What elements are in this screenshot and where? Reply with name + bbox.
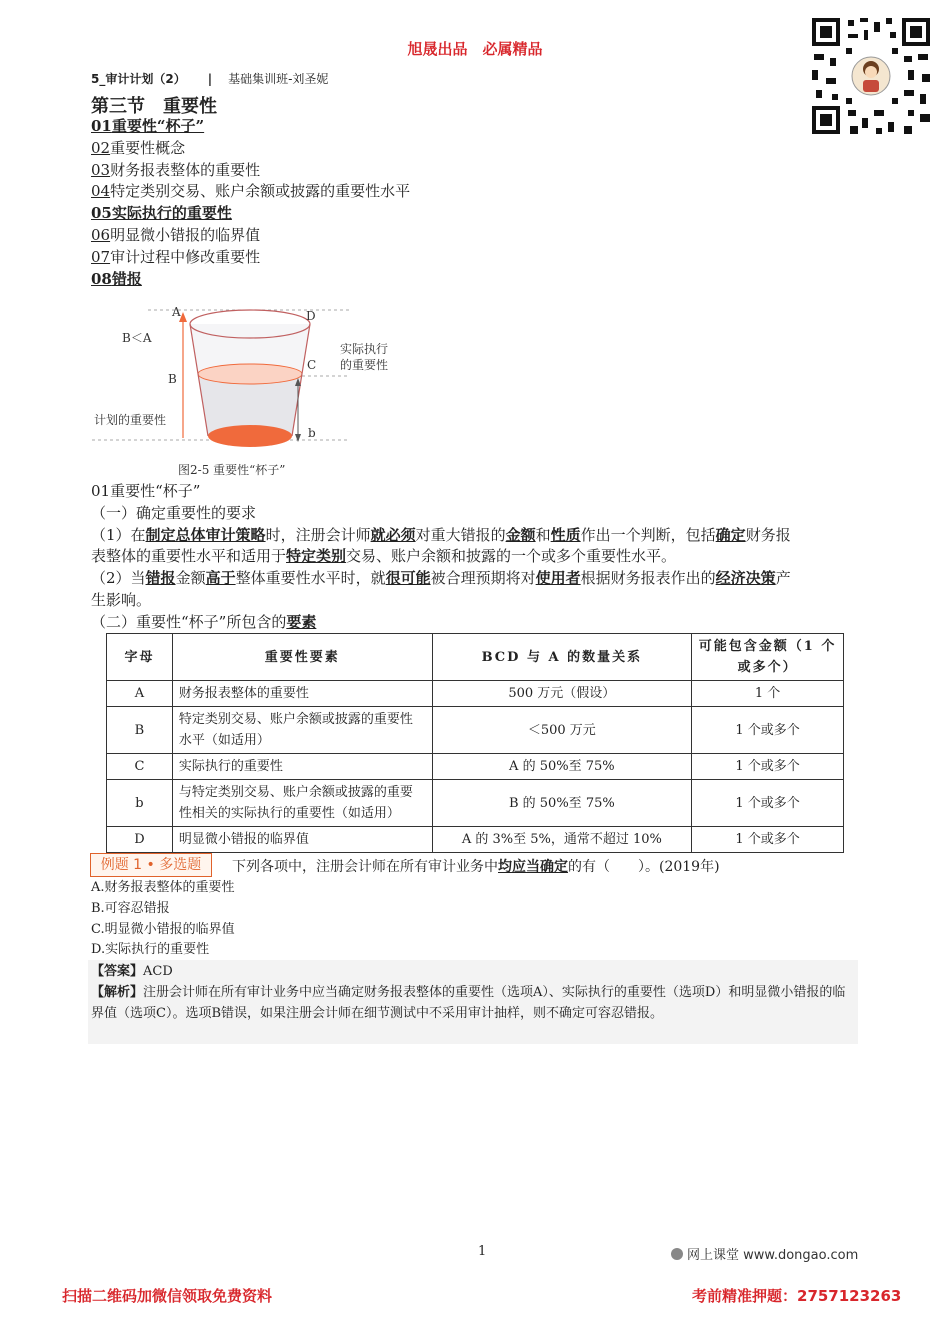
fig-label-actual2: 的重要性 bbox=[340, 358, 389, 372]
cell: A 的 50%至 75% bbox=[432, 754, 692, 780]
table-header-row bbox=[107, 634, 844, 681]
cell: 明显微小错报的临界值 bbox=[172, 827, 432, 853]
cell: 特定类别交易、账户余额或披露的重要性水平（如适用） bbox=[172, 707, 432, 754]
toc-item[interactable]: 06明显微小错报的临界值 bbox=[91, 225, 261, 244]
fig-label-c: C bbox=[307, 358, 317, 372]
example-tag: 例题 1 • 多选题 bbox=[90, 853, 212, 877]
body-text bbox=[91, 481, 861, 634]
brand-slogan: 旭晟出品 必属精品 bbox=[407, 40, 543, 58]
option-d[interactable]: D.实际执行的重要性 bbox=[91, 942, 210, 958]
cell: ＜500 万元 bbox=[432, 707, 692, 754]
th-relation: BCD 与 A 的数量关系 bbox=[432, 634, 692, 681]
table-row bbox=[107, 827, 844, 853]
site-link[interactable]: 网上课堂 www.dongao.com bbox=[671, 1244, 858, 1263]
toc-item[interactable]: 03财务报表整体的重要性 bbox=[91, 160, 261, 179]
toc-item[interactable]: 08错报 bbox=[91, 269, 142, 288]
heading-cup: 01重要性“杯子” bbox=[91, 482, 201, 500]
paragraph-1: （1）在制定总体审计策略时，注册会计师就必须对重大错报的金额和性质作出一个判断，包括确定财务报 bbox=[91, 525, 791, 544]
chapter-label: 5_审计计划（2） bbox=[91, 72, 186, 86]
cell: C bbox=[107, 754, 173, 780]
answer-line: 【答案】ACD bbox=[91, 964, 173, 979]
subheading-requirements: （一）确定重要性的要求 bbox=[91, 503, 257, 522]
cell: B 的 50%至 75% bbox=[432, 780, 692, 827]
paragraph-2-cont: 生影响。 bbox=[91, 590, 152, 609]
cell: 1 个或多个 bbox=[692, 827, 844, 853]
header-separator: | bbox=[207, 72, 213, 86]
materiality-cup-figure bbox=[88, 298, 428, 488]
table-of-contents bbox=[91, 116, 410, 290]
logo-icon bbox=[671, 1248, 683, 1260]
fig-label-d: D bbox=[306, 309, 316, 323]
analysis-line: 【解析】注册会计师在所有审计业务中应当确定财务报表整体的重要性（选项A）、实际执行的重要性（选项D）和明显微小错报的临界值（选项C）。选项B错误，如果注册会计师在细节测试中不采用审计抽样，则不确定可容忍错报。 bbox=[91, 984, 846, 1021]
doc-header bbox=[91, 70, 328, 87]
page-number: 1 bbox=[478, 1244, 487, 1259]
option-a[interactable]: A.财务报表整体的重要性 bbox=[91, 880, 235, 895]
footer-right-promo: 考前精准押题：2757123263 bbox=[692, 1287, 902, 1305]
toc-item[interactable]: 01重要性“杯子” bbox=[91, 117, 205, 135]
table-row bbox=[107, 754, 844, 780]
table-row bbox=[107, 780, 844, 827]
th-amount: 可能包含金额（1 个或多个） bbox=[692, 634, 844, 681]
example-options bbox=[91, 878, 235, 961]
paragraph-2: （2）当错报金额高于整体重要性水平时，就很可能被合理预期将对使用者根据财务报表作出的经济决策产 bbox=[91, 569, 791, 588]
toc-item[interactable]: 05实际执行的重要性 bbox=[91, 204, 232, 223]
th-letter: 字母 bbox=[107, 634, 173, 681]
cell: B bbox=[107, 707, 173, 754]
fig-label-small-b: b bbox=[308, 426, 316, 440]
cell: 500 万元（假设） bbox=[432, 681, 692, 707]
fig-caption: 图2-5 重要性“杯子” bbox=[178, 463, 286, 477]
example-question: 下列各项中，注册会计师在所有审计业务中均应当确定的有（ ）。(2019年) bbox=[232, 859, 720, 875]
cell: 1 个或多个 bbox=[692, 754, 844, 780]
section-title: 第三节 重要性 bbox=[91, 96, 217, 117]
option-b[interactable]: B.可容忍错报 bbox=[91, 900, 170, 916]
cell: 实际执行的重要性 bbox=[172, 754, 432, 780]
fig-label-planned: 计划的重要性 bbox=[94, 413, 167, 427]
toc-item[interactable]: 02重要性概念 bbox=[91, 138, 186, 157]
footer-left-promo: 扫描二维码加微信领取免费资料 bbox=[62, 1287, 273, 1305]
cell: A 的 3%至 5%，通常不超过 10% bbox=[432, 827, 692, 853]
th-element: 重要性要素 bbox=[172, 634, 432, 681]
option-c[interactable]: C.明显微小错报的临界值 bbox=[91, 921, 235, 937]
answer-block bbox=[91, 962, 857, 1024]
fig-label-a: A bbox=[172, 305, 181, 319]
materiality-table bbox=[106, 633, 844, 853]
table-row bbox=[107, 681, 844, 707]
cell: b bbox=[107, 780, 173, 827]
fig-label-actual: 实际执行 bbox=[340, 342, 389, 356]
cell: 财务报表整体的重要性 bbox=[172, 681, 432, 707]
fig-label-b: B bbox=[168, 372, 177, 386]
course-label: 基础集训班-刘圣妮 bbox=[228, 72, 329, 86]
cell: 1 个 bbox=[692, 681, 844, 707]
cell: 1 个或多个 bbox=[692, 707, 844, 754]
cell: 与特定类别交易、账户余额或披露的重要性相关的实际执行的重要性（如适用） bbox=[172, 780, 432, 827]
subheading-elements: （二）重要性“杯子”所包含的要素 bbox=[91, 612, 317, 631]
cell: D bbox=[107, 827, 173, 853]
paragraph-1-cont: 表整体的重要性水平和适用于特定类别交易、账户余额和披露的一个或多个重要性水平。 bbox=[91, 547, 677, 566]
cell: A bbox=[107, 681, 173, 707]
cell: 1 个或多个 bbox=[692, 780, 844, 827]
fig-label-b-lt-a: B＜A bbox=[122, 331, 152, 345]
table-row bbox=[107, 707, 844, 754]
qr-code-icon bbox=[808, 14, 934, 138]
toc-item[interactable]: 07审计过程中修改重要性 bbox=[91, 247, 261, 266]
toc-item[interactable]: 04特定类别交易、账户余额或披露的重要性水平 bbox=[91, 182, 411, 201]
